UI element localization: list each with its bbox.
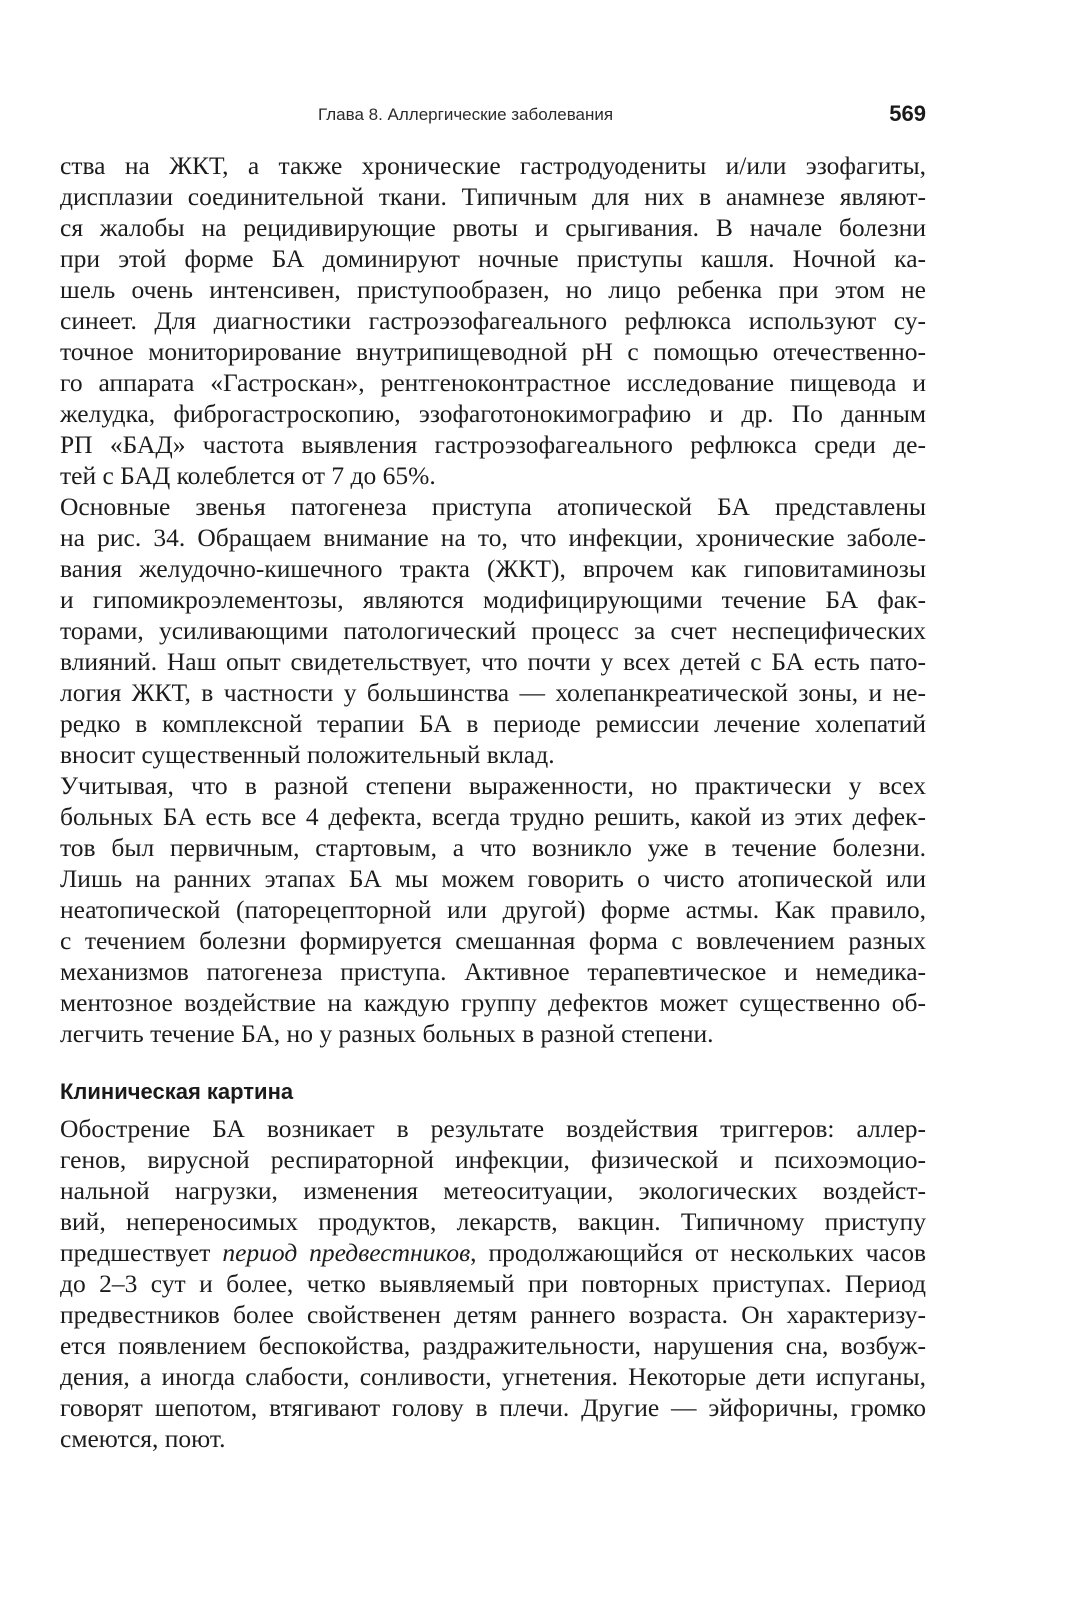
text-line: желудка, фиброгастроскопию, эзофаготонокимографию и др. По данным	[60, 399, 926, 428]
text-line: РП «БАД» частота выявления гастроэзофагеального рефлюкса среди де-	[60, 430, 926, 459]
text-line: редко в комплексной терапии БА в периоде ремиссии лечение холепатий	[60, 709, 926, 738]
running-head	[60, 101, 926, 131]
text-line: легчить течение БА, но у разных больных в разной степени.	[60, 1019, 714, 1048]
text-fragment: предшествует	[60, 1238, 223, 1267]
text-line: дисплазии соединительной ткани. Типичным для них в анамнезе являют-	[60, 182, 926, 211]
text-line-content: Основные звенья патогенеза приступа атопической БА представлены	[60, 492, 926, 521]
text-line: ся жалобы на рецидивирующие рвоты и срыгивания. В начале болезни	[60, 213, 926, 242]
text-line: вий, непереносимых продуктов, лекарств, вакцин. Типичному приступу	[60, 1207, 926, 1236]
text-line: Учитывая, что в разной степени выраженности, но практически у всех	[60, 771, 926, 800]
section-heading: Клиническая картина	[60, 1079, 294, 1104]
text-line: логия ЖКТ, в частности у большинства — холепанкреатической зоны, и не-	[60, 678, 926, 707]
text-line: ства на ЖКТ, а также хронические гастродуодениты и/или эзофагиты,	[60, 151, 926, 180]
text-line: генов, вирусной респираторной инфекции, физической и психоэмоцио-	[60, 1145, 926, 1174]
body-text	[60, 150, 926, 1454]
paragraph-2	[60, 491, 926, 770]
text-line: шель очень интенсивен, приступообразен, но лицо ребенка при этом не	[60, 275, 926, 304]
paragraph-3	[60, 770, 926, 1049]
chapter-title: Глава 8. Аллергические заболевания	[318, 105, 614, 124]
text-line: ментозное воздействие на каждую группу дефектов может существенно об-	[60, 988, 926, 1017]
text-line: больных БА есть все 4 дефекта, всегда трудно решить, какой из этих дефек-	[60, 802, 926, 831]
text-line: Лишь на ранних этапах БА мы можем говорить о чисто атопической или	[60, 864, 926, 893]
text-line: синеет. Для диагностики гастроэзофагеального рефлюкса используют су-	[60, 306, 926, 335]
text-line: и гипомикроэлементозы, являются модифицирующими течение БА фак-	[60, 585, 926, 614]
text-line-with-emphasis	[60, 1237, 926, 1268]
text-line: механизмов патогенеза приступа. Активное терапевтическое и немедика-	[60, 957, 926, 986]
text-line: говорят шепотом, втягивают голову в плечи. Другие — эйфоричны, громко	[60, 1393, 926, 1422]
text-line: дения, а иногда слабости, сонливости, угнетения. Некоторые дети испуганы,	[60, 1362, 926, 1391]
text-line: Обострение БА возникает в результате воздействия триггеров: аллер-	[60, 1114, 926, 1143]
paragraph-4	[60, 1113, 926, 1454]
text-line: влияний. Наш опыт свидетельствует, что почти у всех детей с БА есть пато-	[60, 647, 926, 676]
text-line: го аппарата «Гастроскан», рентгеноконтрастное исследование пищевода и	[60, 368, 926, 397]
text-line: тей с БАД колеблется от 7 до 65%.	[60, 461, 436, 490]
text-line: точное мониторирование внутрипищеводной pH с помощью отечественно-	[60, 337, 926, 366]
page-number: 569	[889, 101, 926, 126]
text-line: на рис. 34. Обращаем внимание на то, что инфекции, хронические заболе-	[60, 523, 926, 552]
paragraph-1	[60, 150, 926, 491]
text-line: при этой форме БА доминируют ночные приступы кашля. Ночной ка-	[60, 244, 926, 273]
text-line: смеются, поют.	[60, 1424, 226, 1453]
text-line: ется появлением беспокойства, раздражительности, нарушения сна, возбуж-	[60, 1331, 926, 1360]
text-line: предвестников более свойственен детям раннего возраста. Он характеризу-	[60, 1300, 926, 1329]
emphasis-term: период предвестников	[222, 1238, 471, 1267]
text-line	[60, 491, 926, 522]
text-line: вания желудочно-кишечного тракта (ЖКТ), впрочем как гиповитаминозы	[60, 554, 926, 583]
text-line: с течением болезни формируется смешанная форма с вовлечением разных	[60, 926, 926, 955]
text-line: неатопической (паторецепторной или другой) форме астмы. Как правило,	[60, 895, 926, 924]
text-line: нальной нагрузки, изменения метеоситуации, экологических воздейст-	[60, 1176, 926, 1205]
text-line: вносит существенный положительный вклад.	[60, 740, 555, 769]
text-line: до 2–3 сут и более, четко выявляемый при повторных приступах. Период	[60, 1269, 926, 1298]
text-fragment: , продолжающийся от нескольких часов	[470, 1238, 926, 1267]
text-line: торами, усиливающими патологический процесс за счет неспецифических	[60, 616, 926, 645]
text-line: тов был первичным, стартовым, а что возникло уже в течение болезни.	[60, 833, 926, 862]
